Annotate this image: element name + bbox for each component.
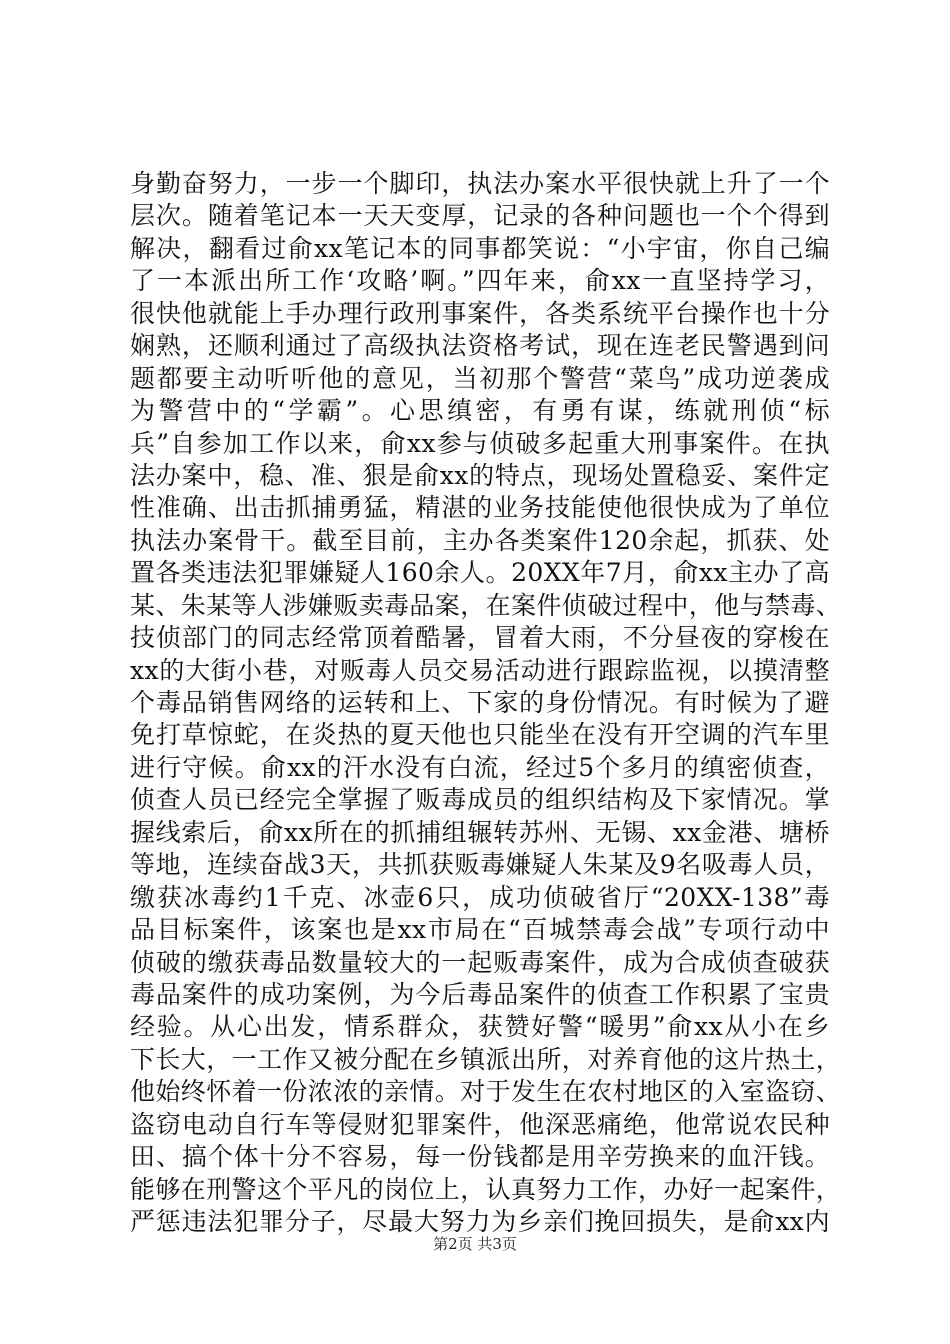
text-line: 很快他就能上手办理行政刑事案件，各类系统平台操作也十分 [130,298,830,328]
text-line: 某、朱某等人涉嫌贩卖毒品案，在案件侦破过程中，他与禁毒、 [130,590,842,620]
text-line: 田、搞个体十分不容易，每一份钱都是用辛劳换来的血汗钱。 [130,1142,830,1172]
text-line: 置各类违法犯罪嫌疑人160余人。20XX年7月，俞xx主办了高 [130,558,830,588]
text-line: 免打草惊蛇，在炎热的夏天他也只能坐在没有开空调的汽车里 [130,720,830,750]
text-line: xx的大街小巷，对贩毒人员交易活动进行跟踪监视，以摸清整 [130,655,830,685]
text-line: 毒品案件的成功案例，为今后毒品案件的侦查工作积累了宝贵 [130,979,830,1009]
body-text [130,168,842,1238]
text-line: 执法办案骨干。截至目前，主办各类案件120余起，抓获、处 [130,525,830,555]
text-line: 了一本派出所工作‘攻略’啊。”四年来，俞xx一直坚持学习， [130,266,830,296]
text-line: 经验。从心出发，情系群众，获赞好警“暖男”俞xx从小在乡 [130,1012,830,1042]
text-line: 等地，连续奋战3天，共抓获贩毒嫌疑人朱某及9名吸毒人员， [130,850,830,880]
text-line: 题都要主动听听他的意见，当初那个警营“菜鸟”成功逆袭成 [130,363,830,393]
text-line: 兵”自参加工作以来，俞xx参与侦破多起重大刑事案件。在执 [130,428,830,458]
text-line: 娴熟，还顺利通过了高级执法资格考试，现在连老民警遇到问 [130,331,830,361]
text-line: 为警营中的“学霸”。心思缜密，有勇有谋，练就刑侦“标 [130,396,830,426]
text-line: 他始终怀着一份浓浓的亲情。对于发生在农村地区的入室盗窃、 [130,1077,842,1107]
text-line: 个毒品销售网络的运转和上、下家的身份情况。有时候为了避 [130,688,830,717]
text-line: 握线索后，俞xx所在的抓捕组辗转苏州、无锡、xx金港、塘桥 [130,817,830,847]
text-line: 法办案中，稳、准、狠是俞xx的特点，现场处置稳妥、案件定 [130,460,830,490]
text-line: 缴获冰毒约1千克、冰壶6只，成功侦破省厅“20XX-138”毒 [130,882,830,912]
text-line: 层次。随着笔记本一天天变厚，记录的各种问题也一个个得到 [130,201,830,231]
text-line: 盗窃电动自行车等侵财犯罪案件，他深恶痛绝，他常说农民种 [130,1109,830,1139]
text-line: 侦破的缴获毒品数量较大的一起贩毒案件，成为合成侦查破获 [130,947,830,977]
text-line: 侦查人员已经完全掌握了贩毒成员的组织结构及下家情况。掌 [130,785,830,815]
text-line: 下长大，一工作又被分配在乡镇派出所，对养育他的这片热土， [130,1044,842,1074]
text-line: 能够在刑警这个平凡的岗位上，认真努力工作，办好一起案件， [130,1174,842,1204]
text-line: 技侦部门的同志经常顶着酷暑，冒着大雨，不分昼夜的穿梭在 [130,623,830,653]
page-footer: 第2页 共3页 [433,1235,517,1253]
text-line: 解决，翻看过俞xx笔记本的同事都笑说：“小宇宙，你自己编 [130,233,830,263]
text-line: 身勤奋努力，一步一个脚印，执法办案水平很快就上升了一个 [130,169,830,198]
text-line: 品目标案件，该案也是xx市局在“百城禁毒会战”专项行动中 [130,915,830,945]
text-line: 性准确、出击抓捕勇猛，精湛的业务技能使他很快成为了单位 [130,493,830,523]
text-line: 进行守候。俞xx的汗水没有白流，经过5个多月的缜密侦查， [130,752,830,782]
text-line: 严惩违法犯罪分子，尽最大努力为乡亲们挽回损失，是俞xx内 [130,1207,830,1236]
